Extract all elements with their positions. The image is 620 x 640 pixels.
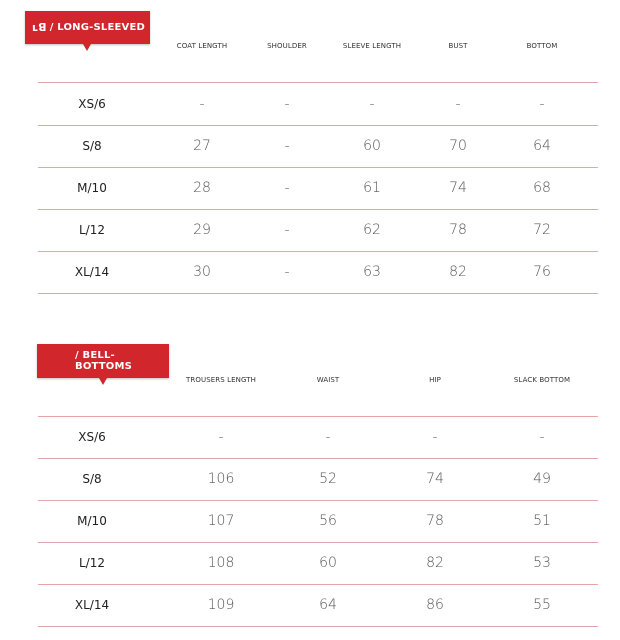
column-header: SLEEVE LENGTH — [342, 42, 402, 50]
table-cell: - — [284, 264, 290, 280]
size-label: XS/6 — [78, 430, 106, 444]
row-divider — [38, 125, 598, 126]
brand-logo-icon: ʟꓭ — [32, 21, 47, 34]
table-cell: 56 — [319, 513, 337, 529]
table-cell: - — [199, 96, 205, 112]
table-cell: - — [284, 138, 290, 154]
column-header: HIP — [429, 376, 441, 384]
table-cell: 29 — [193, 222, 211, 238]
size-label: XS/6 — [78, 97, 106, 111]
table-cell: 60 — [319, 555, 337, 571]
table-cell: 61 — [363, 180, 381, 196]
size-label: XL/14 — [74, 265, 110, 279]
table-cell: 68 — [533, 180, 551, 196]
table-cell: - — [455, 96, 461, 112]
row-divider — [38, 458, 598, 459]
size-label: S/8 — [82, 139, 102, 153]
table-cell: 49 — [533, 471, 551, 487]
row-divider — [38, 542, 598, 543]
table-cell: 107 — [207, 513, 235, 529]
table-cell: 86 — [426, 597, 444, 613]
size-label: M/10 — [77, 181, 107, 195]
table-cell: 52 — [319, 471, 337, 487]
table-cell: 62 — [363, 222, 381, 238]
table-cell: - — [539, 429, 545, 445]
table-cell: 28 — [193, 180, 211, 196]
table-cell: 64 — [319, 597, 337, 613]
size-label: M/10 — [77, 514, 107, 528]
row-divider — [38, 251, 598, 252]
row-divider — [38, 82, 598, 83]
table-cell: 74 — [426, 471, 444, 487]
column-header: BUST — [448, 42, 468, 50]
size-label: XL/14 — [74, 598, 110, 612]
table-cell: - — [284, 96, 290, 112]
table-cell: 78 — [449, 222, 467, 238]
table-cell: - — [539, 96, 545, 112]
column-header: SHOULDER — [267, 42, 307, 50]
table-cell: 78 — [426, 513, 444, 529]
table-cell: - — [325, 429, 331, 445]
table-cell: - — [218, 429, 224, 445]
table-cell: 60 — [363, 138, 381, 154]
table-cell: - — [284, 222, 290, 238]
long-sleeved-tag — [25, 11, 150, 44]
table-cell: 51 — [533, 513, 551, 529]
long-sleeved-title: / LONG-SLEEVED — [49, 22, 146, 33]
row-divider — [38, 416, 598, 417]
column-header: SLACK BOTTOM — [513, 376, 571, 384]
table-cell: 82 — [426, 555, 444, 571]
table-cell: 30 — [193, 264, 211, 280]
size-label: S/8 — [82, 472, 102, 486]
row-divider — [38, 209, 598, 210]
column-header: WAIST — [316, 376, 340, 384]
column-header: BOTTOM — [526, 42, 558, 50]
row-divider — [38, 167, 598, 168]
table-cell: - — [284, 180, 290, 196]
table-cell: 53 — [533, 555, 551, 571]
size-label: L/12 — [79, 223, 105, 237]
table-cell: 82 — [449, 264, 467, 280]
size-label: L/12 — [79, 556, 105, 570]
table-cell: 74 — [449, 180, 467, 196]
table-cell: 106 — [207, 471, 235, 487]
row-divider — [38, 293, 598, 294]
bell-bottoms-tag — [37, 344, 169, 378]
table-cell: - — [369, 96, 375, 112]
table-cell: 27 — [193, 138, 211, 154]
table-cell: 63 — [363, 264, 381, 280]
table-cell: 109 — [207, 597, 235, 613]
table-cell: 108 — [207, 555, 235, 571]
table-cell: - — [432, 429, 438, 445]
table-cell: 55 — [533, 597, 551, 613]
table-cell: 70 — [449, 138, 467, 154]
row-divider — [38, 500, 598, 501]
table-cell: 76 — [533, 264, 551, 280]
column-header: COAT LENGTH — [176, 42, 228, 50]
column-header: TROUSERS LENGTH — [186, 376, 256, 384]
row-divider — [38, 626, 598, 627]
table-cell: 64 — [533, 138, 551, 154]
bell-bottoms-title: / BELL-BOTTOMS — [75, 350, 133, 372]
table-cell: 72 — [533, 222, 551, 238]
row-divider — [38, 584, 598, 585]
